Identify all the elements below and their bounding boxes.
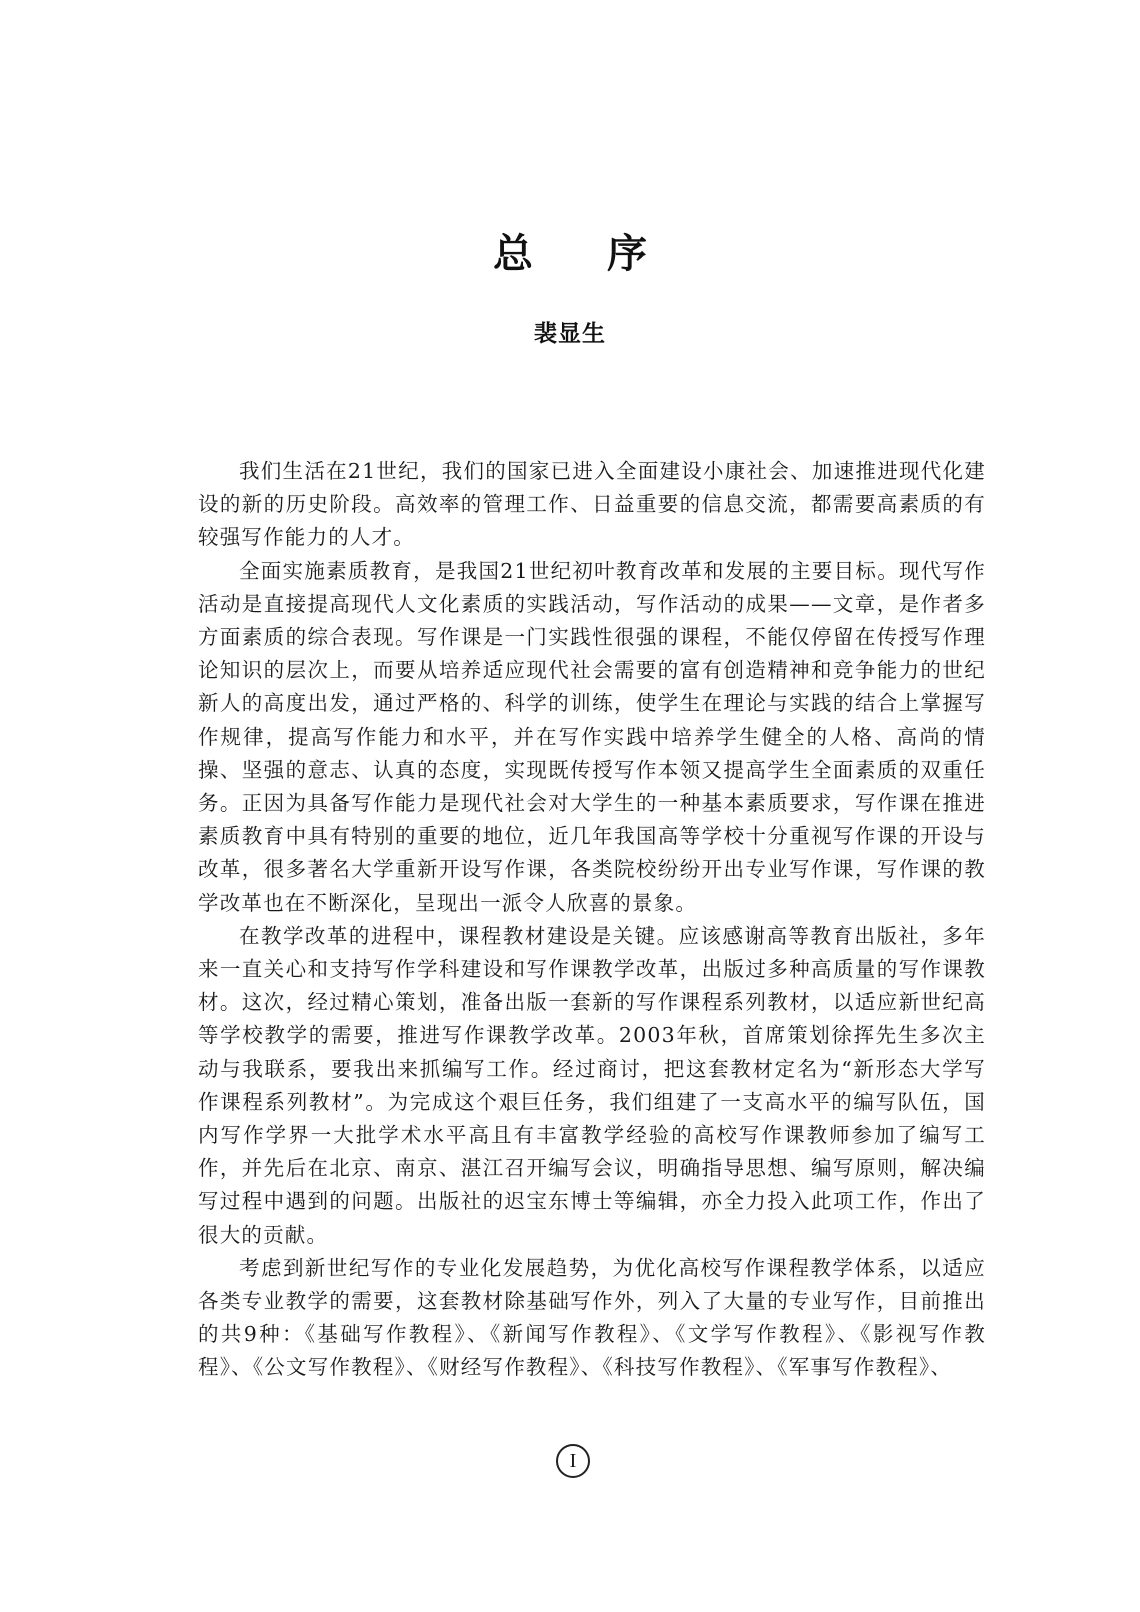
page-title: 总序	[493, 231, 721, 277]
author-name: 裴显生	[534, 321, 606, 347]
page-number: I	[556, 1444, 590, 1478]
paragraph: 全面实施素质教育，是我国21世纪初叶教育改革和发展的主要目标。现代写作活动是直接提高现代人文化素质的实践活动，写作活动的成果——文章，是作者多方面素质的综合表现。写作课是一门实践性很强的课程，不能仅停留在传授写作理论知识的层次上，而要从培养适应现代社会需要的富有创造精神和竞争能力的世纪新人的高度出发，通过严格的、科学的训练，使学生在理论与实践的结合上掌握写作规律，提高写作能力和水平，并在写作实践中培养学生健全的人格、高尚的情操、坚强的意志、认真的态度，实现既传授写作本领又提高学生全面素质的双重任务。正因为具备写作能力是现代社会对大学生的一种基本素质要求，写作课在推进素质教育中具有特别的重要的地位，近几年我国高等学校十分重视写作课的开设与改革，很多著名大学重新开设写作课，各类院校纷纷开出专业写作课，写作课的教学改革也在不断深化，呈现出一派令人欣喜的景象。	[198, 558, 986, 915]
body-text	[198, 455, 986, 1385]
paragraph: 考虑到新世纪写作的专业化发展趋势，为优化高校写作课程教学体系，以适应各类专业教学的需要，这套教材除基础写作外，列入了大量的专业写作，目前推出的共9种：《基础写作教程》、《新闻写作教程》、《文学写作教程》、《影视写作教程》、《公文写作教程》、《财经写作教程》、《科技写作教程》、《军事写作教程》、	[198, 1255, 986, 1380]
paragraph: 在教学改革的进程中，课程教材建设是关键。应该感谢高等教育出版社，多年来一直关心和支持写作学科建设和写作课教学改革，出版过多种高质量的写作课教材。这次，经过精心策划，准备出版一套新的写作课程系列教材，以适应新世纪高等学校教学的需要，推进写作课教学改革。2003年秋，首席策划徐挥先生多次主动与我联系，要我出来抓编写工作。经过商讨，把这套教材定名为“新形态大学写作课程系列教材”。为完成这个艰巨任务，我们组建了一支高水平的编写队伍，国内写作学界一大批学术水平高且有丰富教学经验的高校写作课教师参加了编写工作，并先后在北京、南京、湛江召开编写会议，明确指导思想、编写原则，解决编写过程中遇到的问题。出版社的迟宝东博士等编辑，亦全力投入此项工作，作出了很大的贡献。	[198, 923, 986, 1247]
paragraph: 我们生活在21世纪，我们的国家已进入全面建设小康社会、加速推进现代化建设的新的历史阶段。高效率的管理工作、日益重要的信息交流，都需要高素质的有较强写作能力的人才。	[198, 459, 986, 550]
